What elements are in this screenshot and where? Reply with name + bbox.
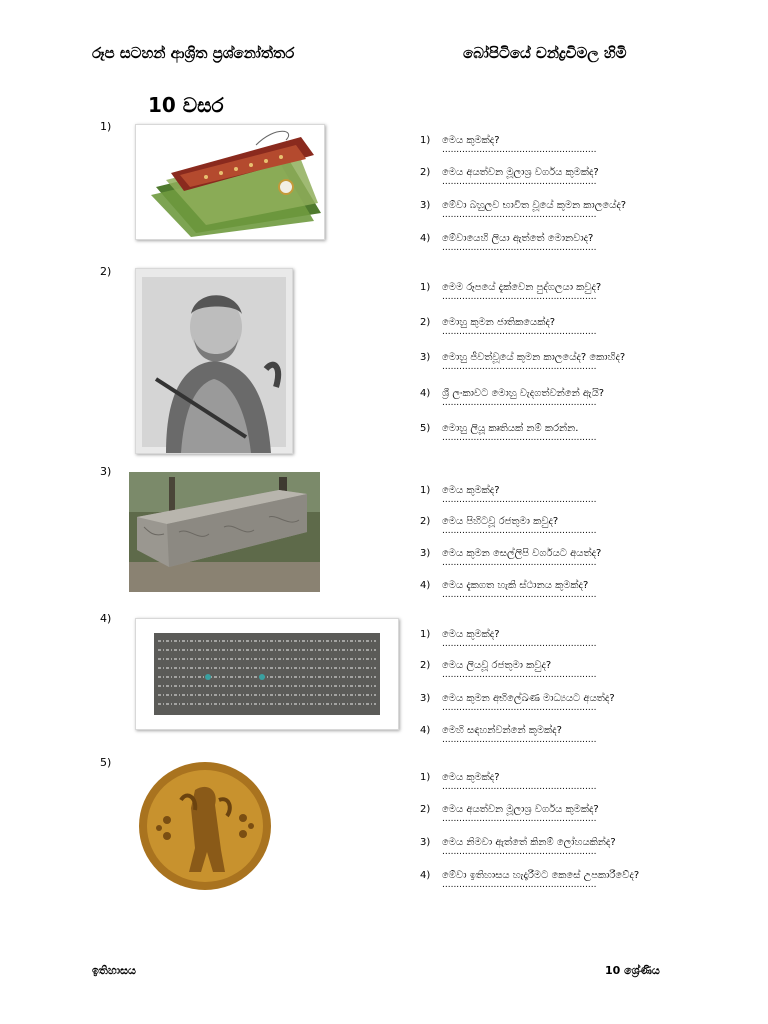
question-3-1: 1) මෙය කුමක්ද? ......................................................	[420, 484, 720, 504]
section-number-5: 5)	[100, 756, 112, 769]
answer-line[interactable]: ......................................................	[442, 816, 597, 823]
answer-line[interactable]: ......................................................	[442, 705, 597, 712]
answer-line[interactable]: ......................................................	[442, 329, 597, 336]
question-4-1: 1) මෙය කුමක්ද? ......................................................	[420, 628, 720, 648]
answer-line[interactable]: ......................................................	[442, 179, 597, 186]
section-number-4: 4)	[100, 612, 112, 625]
question-3-2: 2) මෙය පිහිටවූ රජතුමා කවුද? ......................................................	[420, 515, 720, 535]
page-title: රූප සටහන් ආශ්‍රිත ප්‍රශ්නෝත්තර	[92, 44, 295, 62]
question-3-4: 4) මෙය දැකගත හැකි ස්ථානය කුමක්ද? ......................................................	[420, 579, 720, 599]
section-number-2: 2)	[100, 265, 112, 278]
ptolemy-portrait-image	[135, 268, 293, 454]
answer-line[interactable]: ......................................................	[442, 592, 597, 599]
answer-line[interactable]: ......................................................	[442, 849, 597, 856]
question-2-4: 4) ශ්‍රී ලංකාවට මොහු වැදගත්වන්නේ ඇයි? ......................................................	[420, 387, 720, 407]
inscription-text-image	[135, 618, 399, 730]
answer-line[interactable]: ......................................................	[442, 737, 597, 744]
question-5-3: 3) මෙය නිමවා ඇත්තේ කිනම් ලෝහයකින්ද? ......................................................	[420, 836, 720, 856]
answer-line[interactable]: ......................................................	[442, 294, 597, 301]
footer-subject: ඉතිහාසය	[92, 964, 136, 977]
question-4-2: 2) මෙය ලියවූ රජතුමා කවුද? ......................................................	[420, 659, 720, 679]
answer-line[interactable]: ......................................................	[442, 672, 597, 679]
question-3-3: 3) මෙය කුමන සෙල්ලිපි වර්ගයට අයත්ද? ......................................................	[420, 547, 720, 567]
question-4-4: 4) මෙහි සඳහන්වන්නේ කුමක්ද? ......................................................	[420, 724, 720, 744]
answer-line[interactable]: ......................................................	[442, 245, 597, 252]
answer-line[interactable]: ......................................................	[442, 641, 597, 648]
answer-line[interactable]: ......................................................	[442, 435, 597, 442]
question-1-4: 4) මේවායෙහි ලියා ඇත්තේ මොනවාද? ......................................................	[420, 232, 720, 252]
grade-subtitle: 10 වසර	[148, 93, 224, 117]
question-2-3: 3) මොහු ජීවත්වූයේ කුමන කාලයේද? කොහිද? ......................................................	[420, 351, 720, 371]
question-2-5: 5) මොහු ලියූ කෘතියක් නම් කරන්න. ......................................................	[420, 422, 720, 442]
question-1-1: 1) මෙය කුමක්ද? ......................................................	[420, 134, 720, 154]
answer-line[interactable]: ......................................................	[442, 147, 597, 154]
question-2-2: 2) මොහු කුමන ජාතිකයෙක්ද? ......................................................	[420, 316, 720, 336]
answer-line[interactable]: ......................................................	[442, 400, 597, 407]
section-number-1: 1)	[100, 120, 112, 133]
question-1-3: 3) මේවා බහුලව භාවිත වූයේ කුමන කාලයේද? ......................................................	[420, 199, 720, 219]
question-5-1: 1) මෙය කුමක්ද? ......................................................	[420, 771, 720, 791]
gold-coin-image	[137, 760, 273, 892]
palm-leaf-manuscript-image	[135, 124, 325, 240]
question-5-2: 2) මෙය අයත්වන මූලාශ්‍ර වර්ගය කුමක්ද? ......................................................	[420, 803, 720, 823]
section-number-3: 3)	[100, 465, 112, 478]
answer-line[interactable]: ......................................................	[442, 784, 597, 791]
footer-grade: 10 ශ්‍රේණිය	[605, 964, 660, 977]
answer-line[interactable]: ......................................................	[442, 882, 597, 889]
question-5-4: 4) මේවා ඉතිහාසය හැදෑරීමට කෙසේ උපකාරීවේද? ......................................................	[420, 869, 720, 889]
stone-slab-image	[129, 472, 320, 592]
question-2-1: 1) මෙම රූපයේ දැක්වෙන පුද්ගලයා කවුද? ......................................................	[420, 281, 720, 301]
question-1-2: 2) මෙය අයත්වන මූලාශ්‍ර වර්ගය කුමක්ද? ......................................................	[420, 166, 720, 186]
author-name: බෝපිටියේ චන්ද්‍රවිමල හිමි	[463, 44, 627, 62]
answer-line[interactable]: ......................................................	[442, 560, 597, 567]
answer-line[interactable]: ......................................................	[442, 497, 597, 504]
answer-line[interactable]: ......................................................	[442, 528, 597, 535]
question-4-3: 3) මෙය කුමන අභිලේඛණ මාධ්‍යයට අයත්ද? ......................................................	[420, 692, 720, 712]
answer-line[interactable]: ......................................................	[442, 212, 597, 219]
answer-line[interactable]: ......................................................	[442, 364, 597, 371]
